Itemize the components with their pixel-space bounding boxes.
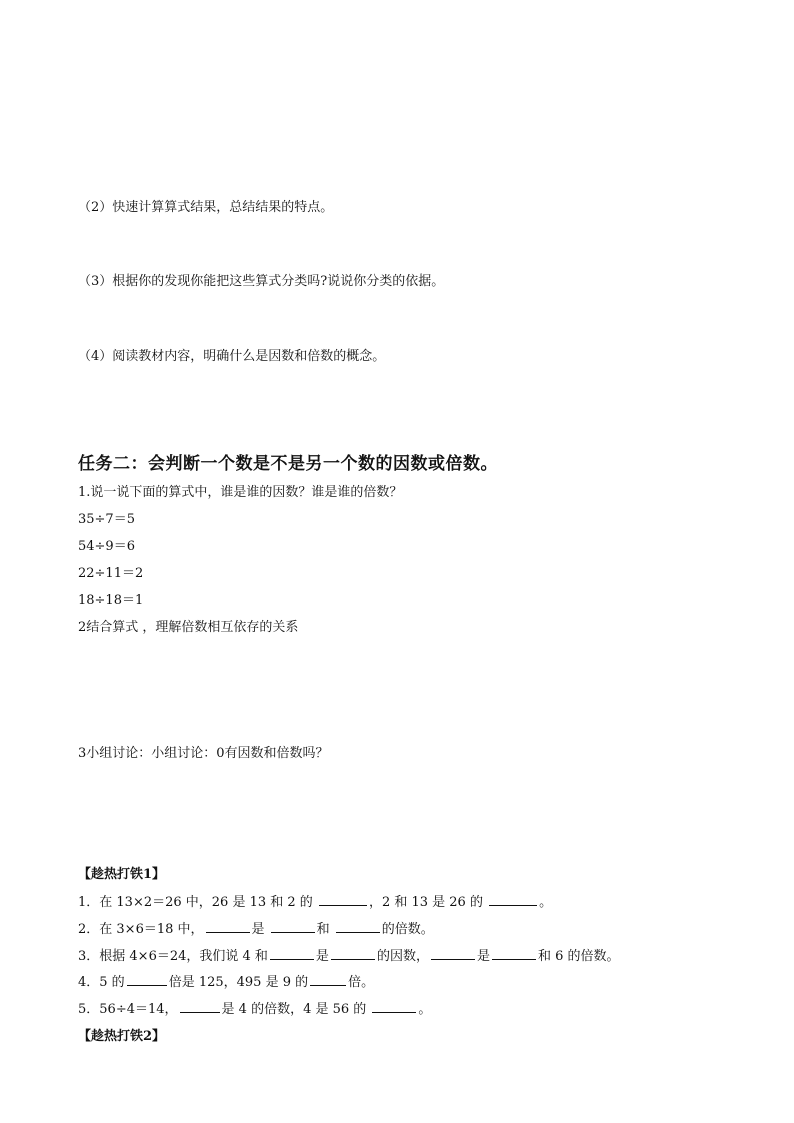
item3-text-a: 3．根据 4×6＝24，我们说 4 和 xyxy=(78,949,268,964)
exercise1-title: 【趁热打铁1】 xyxy=(78,867,166,882)
exercise1-item-4 xyxy=(78,973,374,992)
equation-4: 18÷18＝1 xyxy=(78,593,144,608)
item4-text-b: 倍是 125，495 是 9 的 xyxy=(168,975,309,990)
answer-blank[interactable] xyxy=(270,947,314,960)
task2-question-1: 1.说一说下面的算式中，谁是谁的因数？谁是谁的倍数？ xyxy=(78,485,403,500)
item5-text-b: 是 4 的倍数，4 是 56 的 xyxy=(221,1002,371,1017)
item2-text-d: 的倍数。 xyxy=(381,922,434,937)
answer-blank[interactable] xyxy=(336,920,380,933)
answer-blank[interactable] xyxy=(271,920,315,933)
exercise1-item-3 xyxy=(78,947,620,966)
answer-blank[interactable] xyxy=(492,947,536,960)
item3-text-c: 的因数， xyxy=(376,949,429,964)
step-3: （3）根据你的发现你能把这些算式分类吗?说说你分类的依据。 xyxy=(78,274,445,289)
answer-blank[interactable] xyxy=(206,920,250,933)
step-2: （2）快速计算算式结果，总结结果的特点。 xyxy=(78,200,334,215)
item3-text-b: 是 xyxy=(315,949,329,964)
answer-blank[interactable] xyxy=(310,973,346,986)
exercise1-item-1 xyxy=(78,893,552,912)
exercise2-title: 【趁热打铁2】 xyxy=(78,1029,166,1044)
answer-blank[interactable] xyxy=(489,893,537,906)
item4-text-a: 4．5 的 xyxy=(78,975,125,990)
item4-text-c: 倍。 xyxy=(348,975,375,990)
item2-text-b: 是 xyxy=(251,922,269,937)
equation-3: 22÷11＝2 xyxy=(78,566,144,581)
task2-title: 任务二：会判断一个数是不是另一个数的因数或倍数。 xyxy=(78,454,498,474)
equation-1: 35÷7＝5 xyxy=(78,512,135,527)
exercise1-item-2 xyxy=(78,920,434,939)
item1-text-a: 1．在 13×2＝26 中，26 是 13 和 2 的 xyxy=(78,895,317,910)
answer-blank[interactable] xyxy=(319,893,367,906)
step-4: （4）阅读教材内容，明确什么是因数和倍数的概念。 xyxy=(78,349,386,364)
answer-blank[interactable] xyxy=(180,1000,220,1013)
answer-blank[interactable] xyxy=(127,973,167,986)
item1-text-c: 。 xyxy=(539,895,553,910)
task2-question-2: 2结合算式 ，理解倍数相互依存的关系 xyxy=(78,620,299,635)
equation-2: 54÷9＝6 xyxy=(78,539,135,554)
answer-blank[interactable] xyxy=(331,947,375,960)
answer-blank[interactable] xyxy=(431,947,475,960)
item3-text-d: 是 xyxy=(476,949,490,964)
item2-text-a: 2．在 3×6＝18 中， xyxy=(78,922,204,937)
item2-text-c: 和 xyxy=(316,922,334,937)
item5-text-c: 。 xyxy=(418,1002,432,1017)
item1-text-b: ，2 和 13 是 26 的 xyxy=(368,895,488,910)
item3-text-e: 和 6 的倍数。 xyxy=(537,949,620,964)
exercise1-item-5 xyxy=(78,1000,431,1019)
task2-question-3: 3小组讨论：小组讨论：0有因数和倍数吗？ xyxy=(78,746,329,761)
answer-blank[interactable] xyxy=(372,1000,416,1013)
item5-text-a: 5．56÷4＝14， xyxy=(78,1002,178,1017)
